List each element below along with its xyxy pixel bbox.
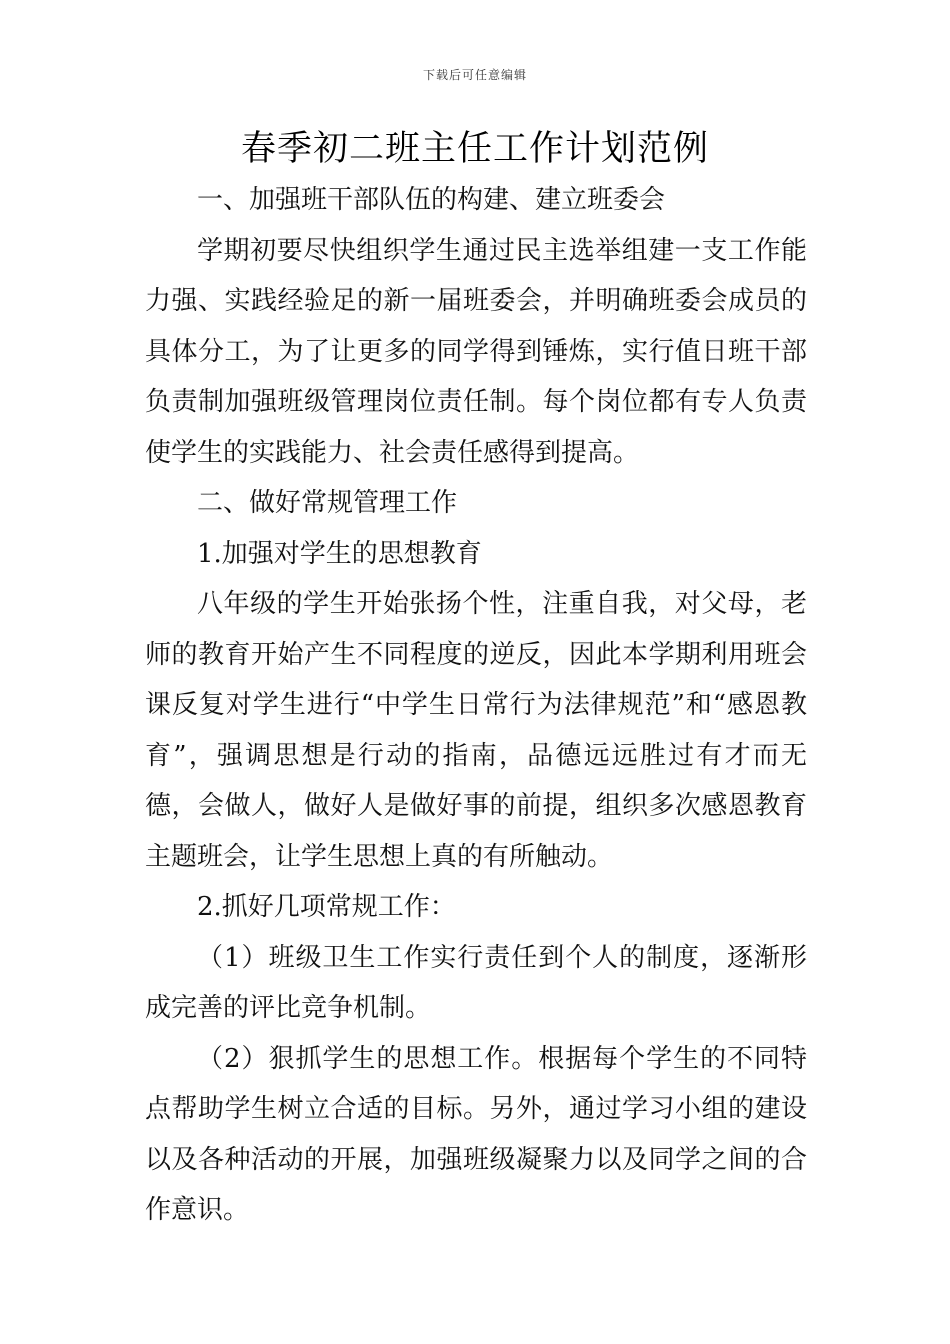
list-item: （2）狠抓学生的思想工作。根据每个学生的不同特点帮助学生树立合适的目标。另外，通过学习小组的建设以及各种活动的开展，加强班级凝聚力以及同学之间的合作意识。: [145, 1043, 807, 1225]
paragraph: 八年级的学生开始张扬个性，注重自我，对父母，老师的教育开始产生不同程度的逆反，因此本学期利用班会课反复对学生进行“中学生日常行为法律规范”和“感恩教育”，强调思想是行动的指南，品德远远胜过有才而无德，会做人，做好人是做好事的前提，组织多次感恩教育主题班会，让学生思想上真的有所触动。: [145, 589, 807, 872]
section-heading-1: 一、加强班干部队伍的构建、建立班委会: [197, 185, 666, 215]
header-note: 下载后可任意编辑: [422, 68, 527, 82]
list-item: （1）班级卫生工作实行责任到个人的制度，逐渐形成完善的评比竞争机制。: [145, 942, 807, 1023]
subheading: 1.加强对学生的思想教育: [197, 538, 482, 569]
section-heading-2: 二、做好常规管理工作: [197, 488, 458, 518]
paragraph: 学期初要尽快组织学生通过民主选举组建一支工作能力强、实践经验足的新一届班委会，并明确班委会成员的具体分工，为了让更多的同学得到锤炼，实行值日班干部负责制加强班级管理岗位责任制。每个岗位都有专人负责使学生的实践能力、社会责任感得到提高。: [145, 235, 807, 468]
page-title: 春季初二班主任工作计划范例: [240, 129, 709, 169]
document-body: [145, 175, 807, 1236]
subheading: 2.抓好几项常规工作：: [197, 892, 456, 922]
